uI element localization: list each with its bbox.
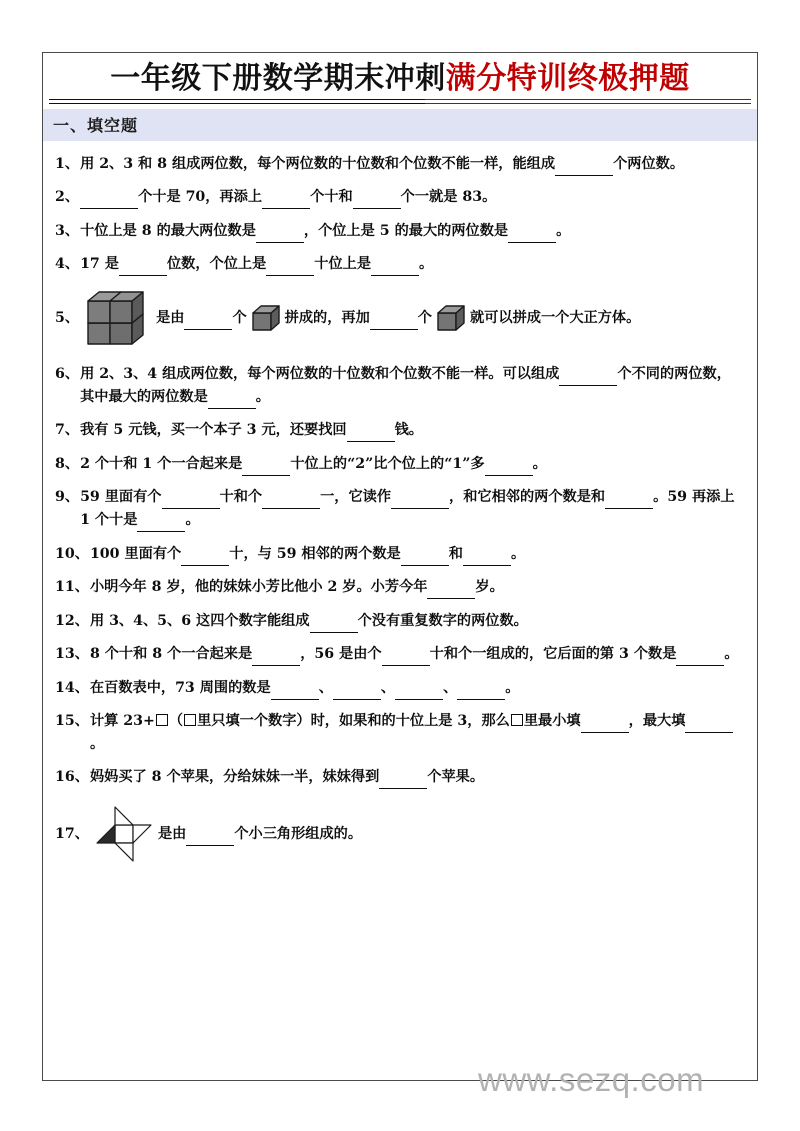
question-text-segment: 。 <box>255 388 270 405</box>
question-text <box>90 543 743 566</box>
question-item <box>55 419 743 442</box>
question-number: 5、 <box>55 309 80 326</box>
question-text-segment: 59 里面有个 <box>80 489 162 505</box>
question-text-segment: ，56 是由个 <box>300 646 382 662</box>
answer-blank[interactable] <box>371 253 419 276</box>
question-text-segment: 计算 23+ <box>89 713 155 729</box>
question-text-segment: 十位上的“2”比个位上的“1”多 <box>290 455 485 472</box>
question-text-segment: 。 <box>724 646 739 662</box>
question-number: 2、 <box>55 189 80 205</box>
question-text-segment: 个一就是 83。 <box>400 189 497 205</box>
answer-blank[interactable] <box>186 823 234 846</box>
answer-blank[interactable] <box>80 186 138 209</box>
question-text <box>90 803 743 865</box>
question-text-segment: 、 <box>380 679 396 696</box>
question-text-segment: 个十是 70，再添上 <box>138 189 263 205</box>
question-text-segment: 。 <box>89 736 105 752</box>
answer-blank[interactable] <box>555 153 613 176</box>
question-text <box>90 677 743 700</box>
site-watermark: www.sezq.com <box>478 1061 705 1098</box>
answer-blank[interactable] <box>676 643 724 666</box>
answer-blank[interactable] <box>427 576 475 599</box>
question-text-segment: ，个位上是 5 的最大的两位数是 <box>303 222 509 239</box>
question-text-segment: 个 <box>417 309 432 326</box>
question-text-segment: 。 <box>419 256 434 272</box>
answer-blank[interactable] <box>347 419 395 442</box>
question-text <box>80 363 743 409</box>
question-number: 15、 <box>55 713 89 729</box>
empty-box-glyph[interactable] <box>156 714 168 726</box>
question-item <box>55 453 743 476</box>
question-text-segment: 个没有重复数字的两位数。 <box>357 612 528 629</box>
question-text-segment: 十位上是 8 的最大两位数是 <box>80 222 256 239</box>
answer-blank[interactable] <box>685 710 733 733</box>
question-text <box>90 710 743 755</box>
question-number: 8、 <box>55 455 80 472</box>
question-number: 14、 <box>55 679 89 696</box>
title-rule-red <box>425 99 751 104</box>
answer-blank[interactable] <box>457 677 505 700</box>
question-item <box>55 576 743 599</box>
answer-blank[interactable] <box>559 363 617 386</box>
question-number: 9、 <box>55 489 80 505</box>
question-text-segment: 岁。 <box>475 579 504 595</box>
question-text-segment: 用 2、3、4 组成两位数，每个两位数的十位数和个位数不能一样。可以组成 <box>80 365 560 382</box>
question-text-segment: 十和个一组成的，它后面的第 3 个数是 <box>429 646 677 662</box>
answer-blank[interactable] <box>271 677 319 700</box>
question-text-segment: 个不同的两位数，其中最大的两位数是 <box>80 365 731 405</box>
question-text <box>90 766 743 789</box>
title-rule-black <box>49 99 425 104</box>
answer-blank[interactable] <box>485 453 533 476</box>
question-text <box>80 153 743 176</box>
question-number: 16、 <box>55 768 89 785</box>
question-text-segment: 是由 <box>156 309 185 326</box>
question-text-segment: （ <box>168 713 184 729</box>
answer-blank[interactable] <box>382 643 430 666</box>
question-number: 3、 <box>55 222 80 239</box>
question-text <box>80 486 743 532</box>
question-text-segment: 里只填一个数字）时，如果和的十位上是 3，那么 <box>197 713 510 729</box>
question-text-segment: 钱。 <box>394 422 423 438</box>
question-text-segment: 、 <box>443 679 458 696</box>
question-text-segment: 小明今年 8 岁，他的妹妹小芳比他小 2 岁。小芳今年 <box>89 579 428 595</box>
answer-blank[interactable] <box>266 253 314 276</box>
answer-blank[interactable] <box>605 486 653 509</box>
question-text-segment: 个两位数。 <box>613 155 685 172</box>
answer-blank[interactable] <box>262 486 320 509</box>
question-text-segment: 8 个十和 8 个一合起来是 <box>89 646 253 662</box>
title-text-red: 满分特训终极押题 <box>445 61 690 96</box>
question-item <box>55 363 743 409</box>
answer-blank[interactable] <box>184 307 232 330</box>
question-number: 4、 <box>55 256 80 272</box>
question-item <box>55 710 743 755</box>
question-item <box>55 610 743 633</box>
worksheet-page-frame <box>42 52 758 1081</box>
question-item <box>55 643 743 666</box>
answer-blank[interactable] <box>379 766 427 789</box>
question-text-segment: 就可以拼成一个大正方体。 <box>470 309 641 326</box>
question-text <box>90 643 743 666</box>
question-text-segment: 妈妈买了 8 个苹果，分给妹妹一半，妹妹得到 <box>89 768 380 785</box>
question-text-segment: 用 3、4、5、6 这四个数字能组成 <box>89 612 310 629</box>
question-number: 6、 <box>55 365 80 382</box>
section-header-label: 一、填空题 <box>53 116 139 135</box>
question-text-segment: 用 2、3 和 8 组成两位数，每个两位数的十位数和个位数不能一样，能组成 <box>80 155 556 172</box>
question-item <box>55 766 743 789</box>
question-text-segment: 十，与 59 相邻的两个数是 <box>229 545 401 562</box>
answer-blank[interactable] <box>137 509 185 532</box>
question-text-segment: 个小三角形组成的。 <box>234 825 363 842</box>
answer-blank[interactable] <box>262 186 310 209</box>
question-text <box>90 610 743 633</box>
answer-blank[interactable] <box>395 677 443 700</box>
answer-blank[interactable] <box>463 543 511 566</box>
question-text-segment: 我有 5 元钱，买一个本子 3 元，还要找回 <box>80 422 347 438</box>
question-item <box>55 186 743 209</box>
question-number: 1、 <box>55 155 80 172</box>
question-text-segment: 和 <box>448 545 463 562</box>
question-number: 11、 <box>55 579 89 595</box>
question-text-segment: 。 <box>185 512 200 528</box>
question-item <box>55 253 743 276</box>
question-text-segment: 。59 再添上 1 个十是 <box>80 489 735 528</box>
empty-box-glyph[interactable] <box>184 714 196 726</box>
question-text-segment: 2 个十和 1 个一合起来是 <box>80 455 243 472</box>
question-text-segment: 、 <box>318 679 333 696</box>
question-item <box>55 677 743 700</box>
empty-box-glyph[interactable] <box>511 714 523 726</box>
question-text-segment: 位数，个位上是 <box>166 256 267 272</box>
question-text-segment: 个 <box>232 309 247 326</box>
cube-icon <box>435 303 467 333</box>
answer-blank[interactable] <box>310 610 358 633</box>
title-double-rule <box>49 99 751 104</box>
question-number: 13、 <box>55 646 89 662</box>
question-item <box>55 153 743 176</box>
question-text-segment: 17 是 <box>80 256 119 272</box>
answer-blank[interactable] <box>242 453 290 476</box>
question-list <box>43 141 757 865</box>
question-text-segment: 。 <box>510 545 526 562</box>
question-text-segment: 和 <box>590 489 606 505</box>
question-number: 12、 <box>55 612 89 629</box>
question-number: 10、 <box>55 545 89 562</box>
question-text-segment: 拼成的，再加 <box>284 309 370 326</box>
question-text <box>80 253 743 276</box>
answer-blank[interactable] <box>252 643 300 666</box>
answer-blank[interactable] <box>333 677 381 700</box>
answer-blank[interactable] <box>508 220 556 243</box>
answer-blank[interactable] <box>256 220 304 243</box>
answer-blank[interactable] <box>401 543 449 566</box>
question-text <box>80 419 743 442</box>
section-header-band <box>43 109 757 141</box>
question-text-segment: 十位上是 <box>314 256 372 272</box>
answer-blank[interactable] <box>353 186 401 209</box>
question-item <box>55 220 743 243</box>
answer-blank[interactable] <box>208 386 256 409</box>
question-text-segment: 里最小填 <box>523 713 581 729</box>
question-text-segment: 一，它读作 <box>320 489 392 505</box>
worksheet-title <box>43 53 757 104</box>
question-number: 17、 <box>55 825 89 842</box>
question-item <box>55 486 743 532</box>
pinwheel-shape-icon <box>93 803 155 865</box>
answer-blank[interactable] <box>370 307 418 330</box>
question-text-segment: 在百数表中，73 周围的数是 <box>89 679 271 696</box>
question-text <box>80 220 743 243</box>
question-text-segment: 个苹果。 <box>427 768 485 785</box>
question-text-segment: 。 <box>532 455 547 472</box>
question-item <box>55 287 743 349</box>
question-text-segment: ，和它相邻的两个数是 <box>449 489 591 505</box>
question-text-segment: 十和个 <box>219 489 263 505</box>
question-text-segment: 。 <box>556 222 571 239</box>
question-text <box>80 287 743 349</box>
answer-blank[interactable] <box>162 486 220 509</box>
cube-stack-icon <box>84 287 150 349</box>
question-text-segment: 是由 <box>157 825 187 842</box>
title-text-black: 一年级下册数学期末冲刺 <box>110 61 446 96</box>
question-text-segment: 100 里面有个 <box>89 545 182 562</box>
question-text-segment: 。 <box>505 679 520 696</box>
cube-icon <box>250 303 282 333</box>
question-text-segment: 个十和 <box>310 189 353 205</box>
answer-blank[interactable] <box>181 543 229 566</box>
question-item <box>55 543 743 566</box>
question-text-segment: ，最大填 <box>628 713 686 729</box>
question-item <box>55 803 743 865</box>
question-number: 7、 <box>55 422 80 438</box>
answer-blank[interactable] <box>391 486 449 509</box>
question-text <box>80 186 743 209</box>
answer-blank[interactable] <box>581 710 629 733</box>
question-text <box>90 576 743 599</box>
question-text <box>80 453 743 476</box>
answer-blank[interactable] <box>119 253 167 276</box>
